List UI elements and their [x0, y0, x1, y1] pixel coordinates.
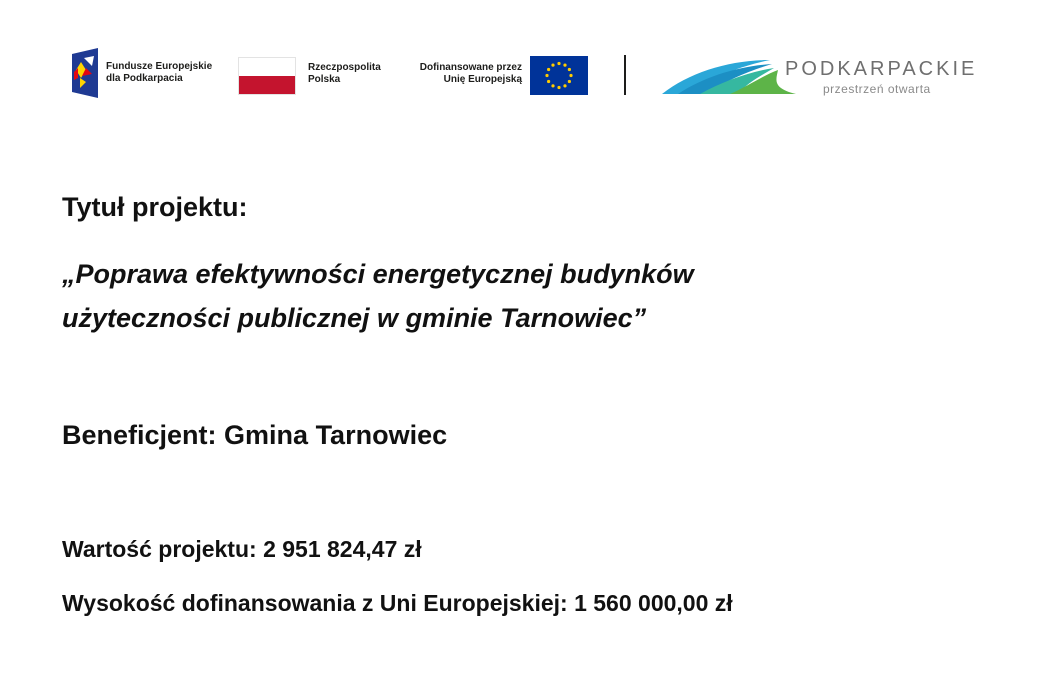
- rzeczpospolita-text: [308, 62, 381, 86]
- fundusze-europejskie-text: [106, 61, 212, 85]
- logo-bar: [0, 0, 1050, 120]
- eu-star-icon: [563, 64, 566, 67]
- project-title-line-1: „Poprawa efektywności energetycznej budynków: [62, 259, 694, 289]
- project-value-amount: 2 951 824,47 zł: [263, 536, 422, 562]
- eu-star-icon: [557, 86, 560, 89]
- fe-line-2: dla Podkarpacia: [106, 73, 183, 84]
- eu-line-2: Unię Europejską: [443, 74, 522, 85]
- project-value-line: [62, 536, 422, 563]
- podkarpackie-logo-icon: [660, 54, 800, 96]
- eu-line-1: Dofinansowane przez: [419, 62, 522, 73]
- eu-star-icon: [547, 68, 550, 71]
- polish-flag-icon: [238, 57, 296, 95]
- project-title-label: Tytuł projektu:: [62, 192, 248, 222]
- eu-star-icon: [545, 74, 548, 77]
- project-title: [62, 252, 962, 340]
- project-title-line-2: użyteczności publicznej w gminie Tarnowiec”: [62, 303, 647, 333]
- eu-cofinanced-text: [400, 62, 522, 86]
- rp-line-2: Polska: [308, 74, 341, 85]
- beneficiary-label: Beneficjent:: [62, 420, 217, 450]
- eu-star-icon: [551, 84, 554, 87]
- podkarpackie-tagline: przestrzeń otwarta: [823, 82, 931, 96]
- rp-line-1: Rzeczpospolita: [308, 62, 381, 73]
- beneficiary-line: [62, 420, 447, 451]
- eu-funding-label: Wysokość dofinansowania z Uni Europejskiej:: [62, 590, 568, 616]
- eu-star-icon: [551, 64, 554, 67]
- eu-funding-amount: 1 560 000,00 zł: [574, 590, 733, 616]
- logo-divider: [624, 55, 626, 95]
- fundusze-europejskie-logo-icon: [72, 48, 100, 98]
- eu-funding-line: [62, 590, 733, 617]
- project-value-label: Wartość projektu:: [62, 536, 257, 562]
- eu-star-icon: [547, 80, 550, 83]
- podkarpackie-name: PODKARPACKIE: [785, 58, 978, 80]
- eu-star-icon: [568, 68, 571, 71]
- eu-flag-icon: [530, 56, 588, 95]
- fe-line-1: Fundusze Europejskie: [106, 61, 213, 72]
- eu-star-icon: [563, 84, 566, 87]
- beneficiary-value: Gmina Tarnowiec: [224, 420, 448, 450]
- eu-star-icon: [568, 80, 571, 83]
- eu-star-icon: [569, 74, 572, 77]
- eu-star-icon: [557, 62, 560, 65]
